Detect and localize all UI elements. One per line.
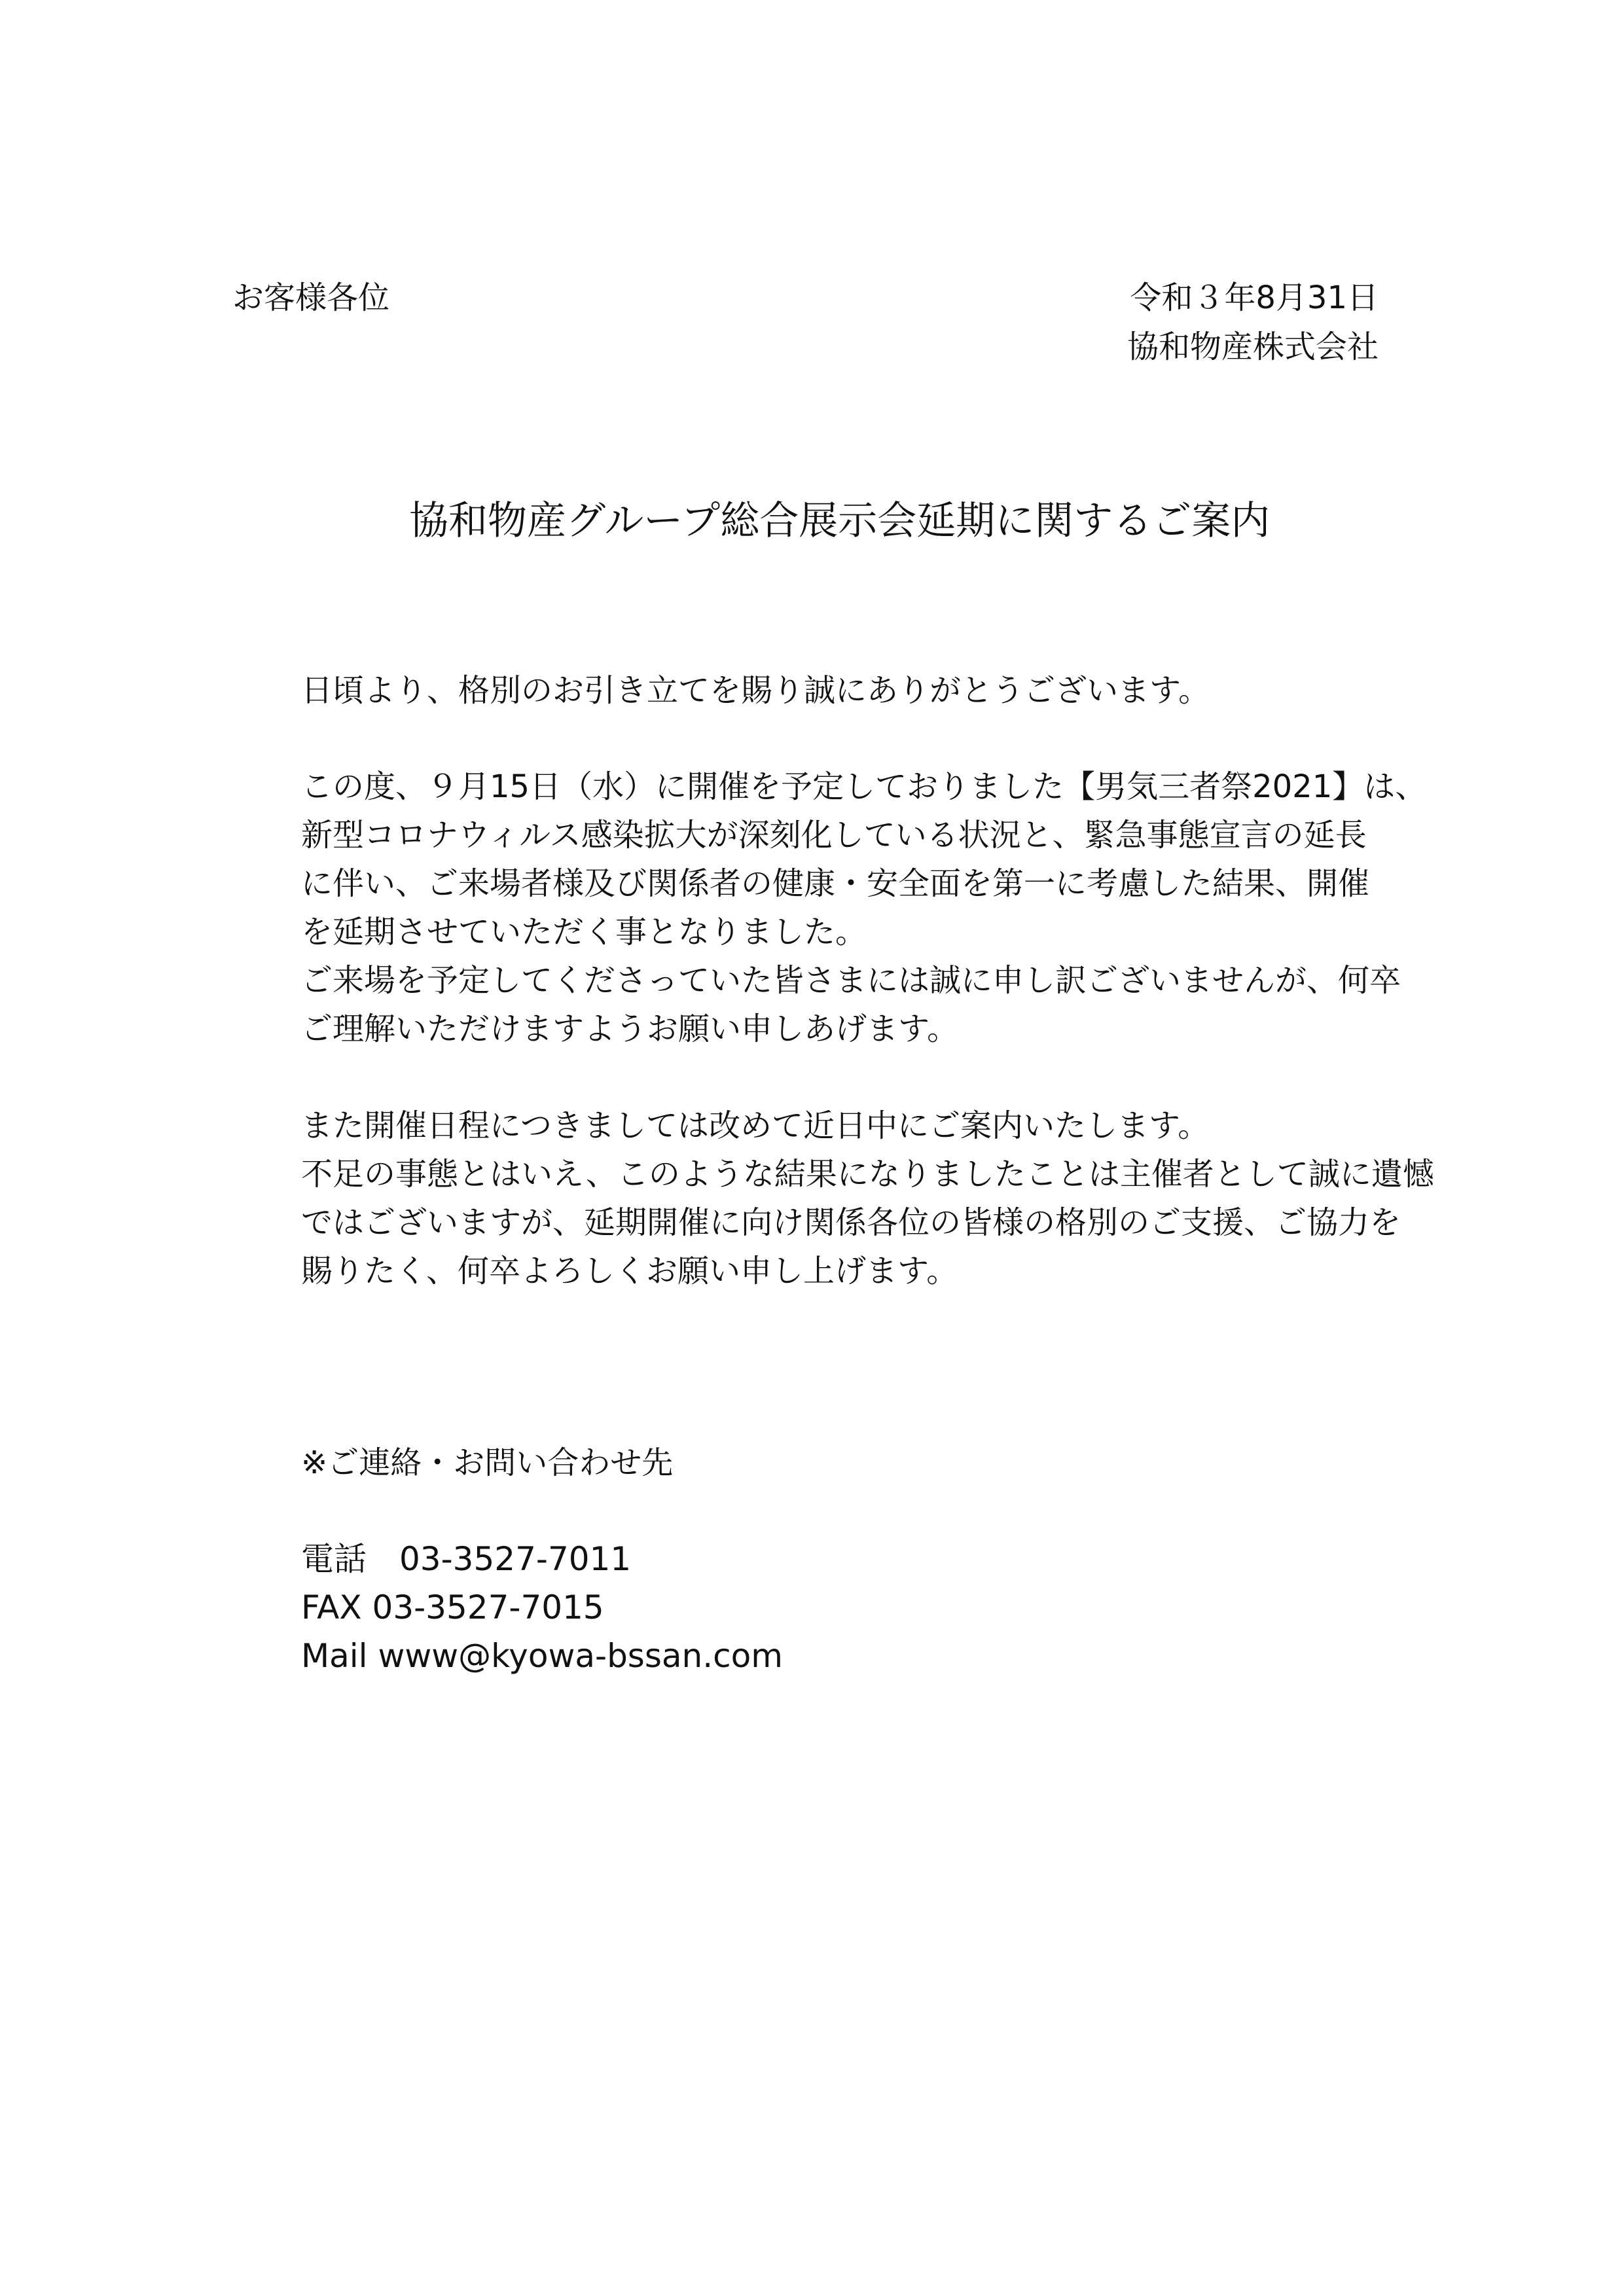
paragraph1-line: に伴い、ご来場者様及び関係者の健康・安全面を第一に考慮した結果、開催 — [301, 865, 1370, 902]
contact-mail: Mail www@kyowa-bssan.com — [301, 1637, 783, 1675]
contact-phone: 電話 03-3527-7011 — [301, 1540, 632, 1578]
paragraph2-line: 不足の事態とはいえ、このような結果になりましたことは主催者として誠に遺憾 — [301, 1156, 1434, 1193]
paragraph2-line: 賜りたく、何卒よろしくお願い申し上げます。 — [301, 1253, 958, 1289]
paragraph2-line: また開催日程につきましては改めて近日中にご案内いたします。 — [301, 1107, 1210, 1144]
paragraph1-line: 新型コロナウィルス感染拡大が深刻化している状況と、緊急事態宣言の延長 — [301, 817, 1367, 853]
contact-fax: FAX 03-3527-7015 — [301, 1588, 604, 1626]
greeting-line: 日頃より、格別のお引き立てを賜り誠にありがとうございます。 — [301, 672, 1210, 709]
paragraph1-line: この度、９月15日（水）に開催を予定しておりました【男気三者祭2021】は、 — [301, 768, 1427, 805]
issue-date: 令和３年8月31日 — [1130, 279, 1379, 316]
document-title: 協和物産グループ総合展示会延期に関するご案内 — [409, 498, 1271, 544]
recipient-line: お客様各位 — [232, 279, 390, 316]
paragraph1-line: ご理解いただけますようお願い申しあげます。 — [301, 1011, 959, 1047]
company-name: 協和物産株式会社 — [1127, 329, 1379, 365]
paragraph1-line: ご来場を予定してくださっていた皆さまには誠に申し訳ございませんが、何卒 — [301, 962, 1401, 999]
paragraph1-line: を延期させていただく事となりました。 — [301, 914, 867, 950]
contact-heading: ※ご連絡・お問い合わせ先 — [301, 1444, 674, 1481]
paragraph2-line: ではございますが、延期開催に向け関係各位の皆様の格別のご支援、ご協力を — [301, 1204, 1401, 1241]
